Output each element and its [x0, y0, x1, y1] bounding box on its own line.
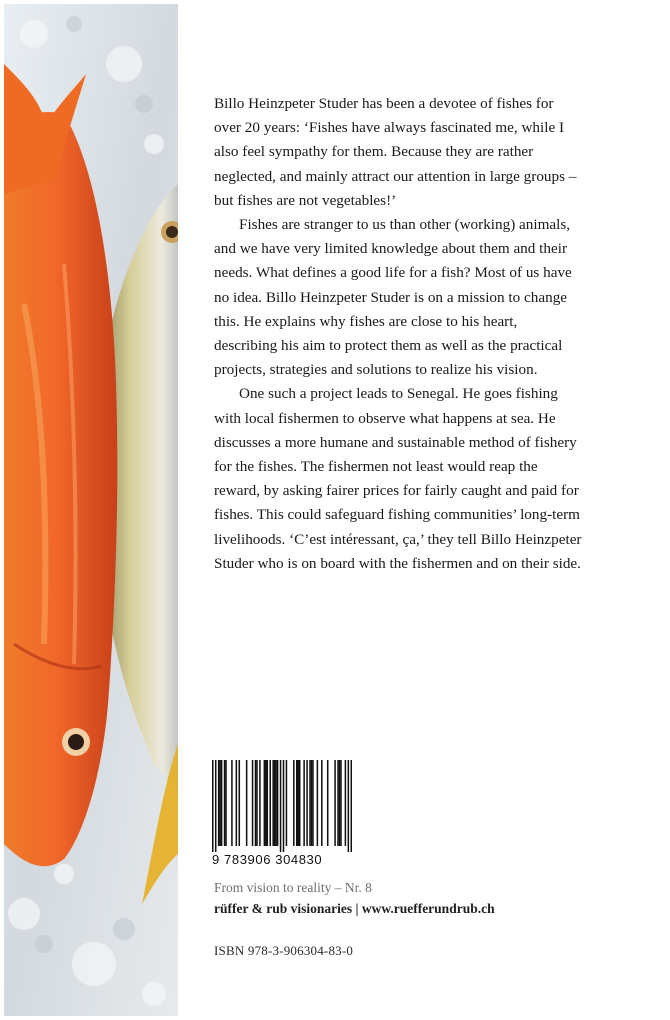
barcode-bar — [215, 760, 217, 852]
barcode-bar — [317, 760, 319, 846]
barcode-bar — [309, 760, 311, 846]
barcode-bar — [297, 760, 299, 846]
barcode-bar — [224, 760, 226, 846]
barcode-bar — [225, 760, 227, 846]
barcode-bar — [327, 760, 329, 846]
barcode-bar — [275, 760, 277, 846]
barcode-bar — [296, 760, 298, 846]
publisher-line: rüffer & rub visionaries | www.ruefferundrub.ch — [214, 901, 495, 916]
barcode-bar — [272, 760, 274, 846]
barcode-bar — [337, 760, 339, 846]
isbn-label: ISBN 978-3-906304-83-0 — [214, 943, 354, 958]
barcode-bar — [312, 760, 314, 846]
barcode-bar — [334, 760, 336, 846]
cover-photo-strip — [4, 4, 178, 1016]
barcode-bar — [246, 760, 248, 846]
barcode-bar — [218, 760, 220, 846]
blurb-paragraph: One such a project leads to Senegal. He goes fishing with local fishermen to observe what happens at sea. He discusses a more humane and sustainable method of fishery for the fishes. The fishermen not least would reap the reward, by asking fairer prices for fairly caught and paid for fishes. This could safeguard fishing communities’ long-term livelihoods. ‘C’est intéressant, ça,’ they tell Billo Heinzpeter Studer who is on board with the fishermen and on their side. — [214, 385, 582, 572]
barcode-bar — [283, 760, 285, 852]
barcode-bar — [267, 760, 269, 846]
barcode-bar — [239, 760, 241, 846]
barcode-bar — [219, 760, 221, 846]
barcode-bar — [348, 760, 350, 852]
barcode-bar — [269, 760, 271, 846]
barcode-bar — [259, 760, 261, 846]
barcode-bar — [265, 760, 267, 846]
series-label: From vision to reality – Nr. 8 — [214, 880, 372, 895]
blurb-paragraph: Fishes are stranger to us than other (working) animals, and we have very limited knowledge about them and their needs. What defines a good life for a fish? Most of us have no idea. Billo Heinzpeter Studer is on a mission to change this. He explains why fishes are close to his heart, describing his aim to protect them as well as the practical projects, strategies and solutions to realize his vision. — [214, 216, 572, 379]
barcode-bar — [274, 760, 276, 846]
barcode-bar — [339, 760, 341, 846]
barcode-bar — [221, 760, 223, 846]
barcode-bar — [351, 760, 352, 852]
barcode-bar — [236, 760, 238, 846]
fish-photo — [4, 4, 178, 1016]
barcode-bar — [303, 760, 305, 846]
barcode-bar — [252, 760, 254, 846]
barcode-bar — [321, 760, 323, 846]
barcode-bar — [306, 760, 308, 846]
barcode-bars — [212, 760, 352, 852]
barcode-bar — [277, 760, 279, 846]
back-cover-blurb — [214, 92, 582, 576]
barcode-bar — [299, 760, 301, 846]
blurb-paragraph: Billo Heinzpeter Studer has been a devotee of fishes for over 20 years: ‘Fishes have always fascinated me, while I also feel sympathy for them. Because they are rather neglected, and mainly attract our attention in large groups – but fishes are not vegetables!’ — [214, 95, 577, 209]
barcode-bar — [340, 760, 342, 846]
barcode-bar — [345, 760, 347, 846]
barcode-bar — [255, 760, 257, 846]
barcode-bar — [231, 760, 233, 846]
barcode-bar — [256, 760, 258, 846]
barcode-bar — [264, 760, 266, 846]
barcode-bar — [311, 760, 313, 846]
barcode-number: 9 783906 304830 — [212, 852, 323, 867]
barcode-bar — [280, 760, 282, 852]
barcode-bar — [212, 760, 214, 852]
barcode-bar — [293, 760, 295, 846]
barcode-bar — [286, 760, 288, 846]
